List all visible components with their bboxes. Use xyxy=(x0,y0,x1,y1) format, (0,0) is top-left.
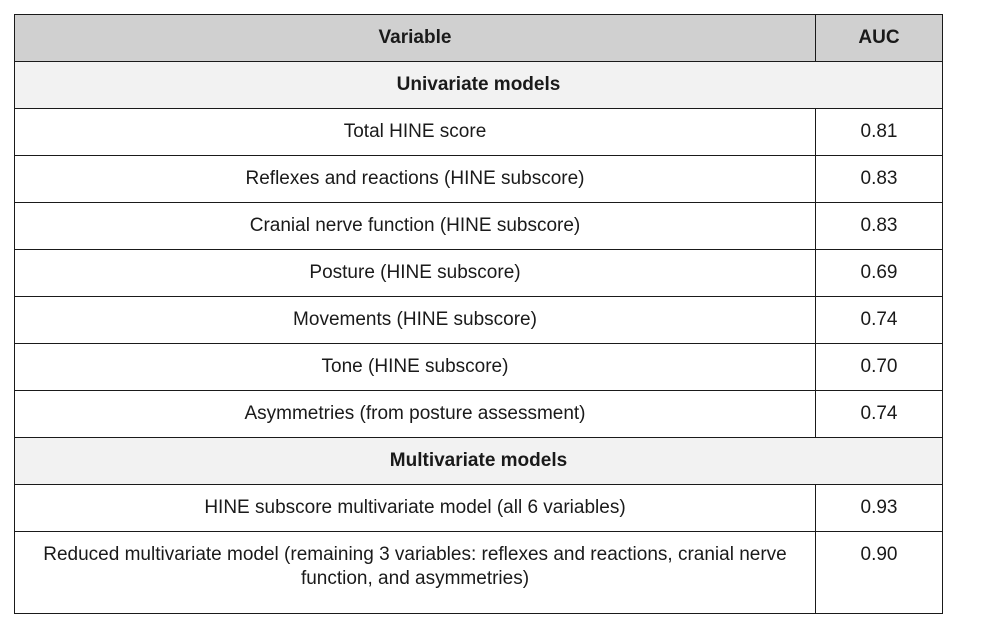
section-row-multivariate xyxy=(15,438,943,485)
table-row xyxy=(15,297,943,344)
header-variable: Variable xyxy=(15,15,816,62)
table-row xyxy=(15,203,943,250)
auc-cell: 0.93 xyxy=(816,485,943,532)
header-auc: AUC xyxy=(816,15,943,62)
auc-cell: 0.90 xyxy=(816,532,943,614)
table-row xyxy=(15,532,943,614)
variable-cell: Tone (HINE subscore) xyxy=(15,344,816,391)
variable-cell: Reflexes and reactions (HINE subscore) xyxy=(15,156,816,203)
variable-cell: Movements (HINE subscore) xyxy=(15,297,816,344)
variable-cell: Cranial nerve function (HINE subscore) xyxy=(15,203,816,250)
auc-cell: 0.83 xyxy=(816,203,943,250)
variable-cell: Posture (HINE subscore) xyxy=(15,250,816,297)
auc-cell: 0.83 xyxy=(816,156,943,203)
variable-cell: Reduced multivariate model (remaining 3 variables: reflexes and reactions, cranial nerve function, and asymmetries) xyxy=(15,532,816,614)
section-title: Multivariate models xyxy=(15,438,943,485)
table-row xyxy=(15,109,943,156)
table-row xyxy=(15,156,943,203)
auc-table xyxy=(14,14,943,614)
section-title: Univariate models xyxy=(15,62,943,109)
table-row xyxy=(15,485,943,532)
auc-cell: 0.74 xyxy=(816,391,943,438)
auc-cell: 0.81 xyxy=(816,109,943,156)
auc-cell: 0.74 xyxy=(816,297,943,344)
table-row xyxy=(15,344,943,391)
variable-cell: HINE subscore multivariate model (all 6 variables) xyxy=(15,485,816,532)
auc-cell: 0.70 xyxy=(816,344,943,391)
header-row xyxy=(15,15,943,62)
section-row-univariate xyxy=(15,62,943,109)
variable-cell: Asymmetries (from posture assessment) xyxy=(15,391,816,438)
auc-cell: 0.69 xyxy=(816,250,943,297)
variable-cell: Total HINE score xyxy=(15,109,816,156)
table-row xyxy=(15,391,943,438)
table-row xyxy=(15,250,943,297)
